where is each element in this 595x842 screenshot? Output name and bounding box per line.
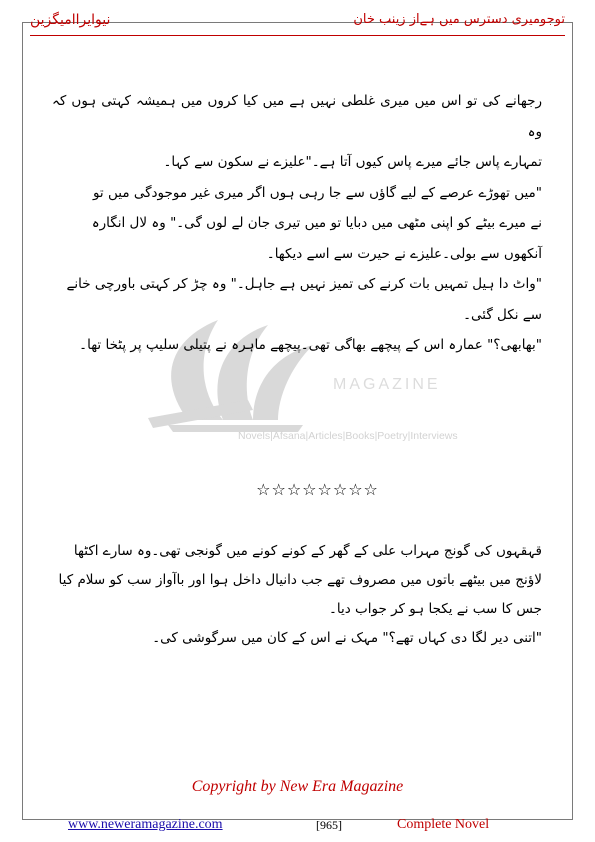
text-line: رجھانے کی تو اس میں میری غلطی نہیں ہے میں کیا کروں میں ہمیشہ کہتی ہوں کہ وہ (52, 93, 542, 140)
text-line: سے نکل گئی۔ (463, 306, 542, 323)
text-line: "واٹ دا ہیل تمہیں بات کرنے کی تمیز نہیں ہے جاہل۔" وہ چڑ کر کہتی باورچی خانے (66, 276, 542, 292)
text-line: لاؤنج میں بیٹھے باتوں میں مصروف تھے جب دانیال داخل ہوا اور باآواز سب کو سلام کیا (58, 572, 542, 588)
text-line: تمہارے پاس جائے میرے پاس کیوں آتا ہے۔"علیزے نے سکون سے کہا۔ (163, 154, 542, 170)
watermark-categories: Novels|Afsana|Articles|Books|Poetry|Interviews (238, 430, 458, 442)
section-separator: ☆☆☆☆☆☆☆☆ (256, 480, 379, 499)
header-rule (30, 35, 565, 36)
page-footer (0, 817, 595, 837)
novel-type-label: Complete Novel (397, 817, 490, 832)
page-number: [965] (316, 818, 342, 832)
text-line: "میں تھوڑے عرصے کے لیے گاؤں سے جا رہی ہوں اگر میری غیر موجودگی میں تو (92, 184, 542, 201)
story-section-2 (52, 537, 542, 653)
copyright-notice: Copyright by New Era Magazine (191, 778, 404, 795)
website-link[interactable]: www.neweramagazine.com (68, 817, 223, 832)
text-line: قہقہوں کی گونج مہراب علی کے گھر کے کونے کونے میں گونجی تھی۔وہ سارے اکٹھا (73, 543, 542, 559)
story-section-1 (52, 86, 542, 361)
watermark-brand: MAGAZINE (333, 376, 441, 393)
magazine-name: نیوایراامیگزین (30, 12, 111, 28)
text-line: آنکھوں سے بولی۔علیزے نے حیرت سے اسے دیکھا۔ (266, 245, 542, 262)
page-header (30, 12, 565, 34)
text-line: "اتنی دیر لگا دی کہاں تھے؟" مہک نے اس کے کان میں سرگوشی کی۔ (152, 630, 542, 646)
text-line: جس کا سب نے یکجا ہو کر جواب دیا۔ (328, 601, 542, 617)
story-title: توجومیری دسترس میں ہےاز زینب خان (353, 12, 565, 27)
text-line: "بھابھی؟" عمارہ اس کے پیچھے بھاگی تھی۔پیچھے ماہرہ نے پتیلی سلیپ پر پٹخا تھا۔ (79, 337, 542, 353)
text-line: نے میرے بیٹے کو اپنی مٹھی میں دبایا تو میں تیری جان لے لوں گی۔" وہ لال انگارہ (91, 215, 542, 231)
